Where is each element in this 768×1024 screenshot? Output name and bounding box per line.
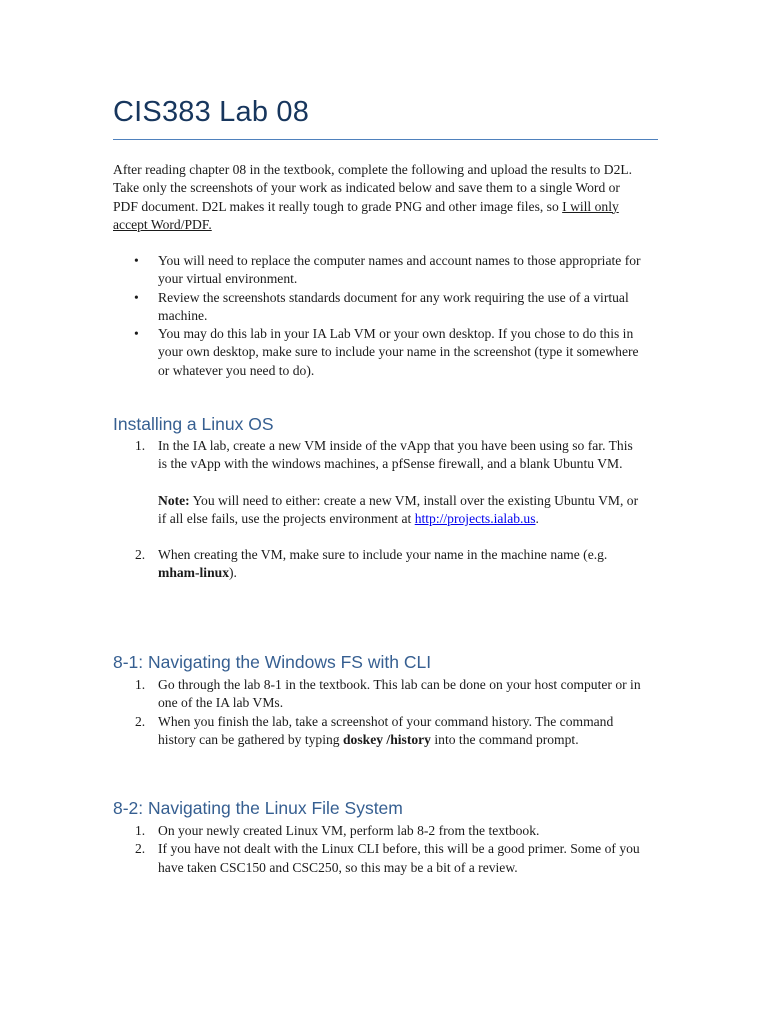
step-number: 1. [135, 677, 146, 692]
list-item [113, 252, 643, 289]
intro-underlined-text: I will only accept Word/PDF. [113, 198, 619, 232]
step-number: 2. [135, 547, 146, 563]
list-item [113, 546, 643, 583]
intro-text: After reading chapter 08 in the textbook, complete the following and upload the results to D2L. Take only the screenshots of your work as indicated below and save them to a single Word or PDF document. D2L makes it really tough to grade PNG and other image files, so [113, 162, 633, 214]
lab-8-2-steps [113, 822, 643, 877]
step-text: In the IA lab, create a new VM inside of the vApp that you have been using so far. This is the vApp with the windows machines, a pfSense firewall, and a blank Ubuntu VM. [158, 438, 633, 472]
title-underline-rule [113, 139, 658, 140]
step-text: If you have not dealt with the Linux CLI before, this will be a good primer. Some of you have taken CSC150 and CSC250, so this may be a bit of a review. [158, 841, 640, 875]
list-item [113, 676, 643, 713]
list-item-text: Review the screenshots standards document for any work requiring the use of a virtual machine. [158, 289, 629, 323]
list-item-text: You may do this lab in your IA Lab VM or your own desktop. If you chose to do this in your own desktop, make sure to include your name in the screenshot (type it somewhere or whatever you need to do). [158, 326, 639, 378]
list-item [113, 822, 643, 840]
list-item-text: You will need to replace the computer names and account names to those appropriate for your virtual environment. [158, 253, 641, 287]
machine-name-example: mham-linux [158, 565, 230, 581]
bullet-icon: • [134, 289, 139, 305]
list-item [113, 437, 643, 528]
step-text: When creating the VM, make sure to include your name in the machine name (e.g. [158, 547, 608, 563]
step-text: On your newly created Linux VM, perform lab 8-2 from the textbook. [158, 823, 540, 838]
list-item [113, 325, 643, 380]
step-number: 1. [135, 823, 146, 838]
step-text: Go through the lab 8-1 in the textbook. This lab can be done on your host computer or in one of the IA lab VMs. [158, 677, 641, 711]
document-title: CIS383 Lab 08 [113, 96, 310, 128]
note-label: Note: [158, 492, 190, 508]
list-item [113, 289, 643, 326]
note-text: You will need to either: create a new VM, install over the existing Ubuntu VM, or if all else fails, use the projects environment at [158, 492, 639, 526]
note-end: . [535, 510, 539, 526]
note-block [158, 492, 643, 529]
requirements-list [113, 252, 643, 380]
list-item [113, 713, 643, 750]
step-text-end: ). [229, 565, 237, 581]
step-text: When you finish the lab, take a screenshot of your command history. The command history can be gathered by typing [158, 713, 614, 747]
lab-8-1-steps [113, 676, 643, 749]
section-heading-8-1: 8-1: Navigating the Windows FS with CLI [113, 652, 432, 672]
installing-linux-steps [113, 437, 643, 583]
bullet-icon: • [134, 253, 139, 268]
step-number: 2. [135, 713, 146, 729]
bullet-icon: • [134, 326, 139, 342]
step-number: 2. [135, 841, 146, 857]
step-number: 1. [135, 438, 146, 453]
section-heading-installing-linux: Installing a Linux OS [113, 414, 274, 434]
list-item [113, 840, 643, 877]
projects-link[interactable]: http://projects.ialab.us [414, 510, 536, 526]
step-text-end: into the command prompt. [430, 731, 579, 747]
section-heading-8-2: 8-2: Navigating the Linux File System [113, 798, 403, 818]
intro-paragraph [113, 161, 638, 234]
command-name: doskey /history [342, 731, 431, 747]
